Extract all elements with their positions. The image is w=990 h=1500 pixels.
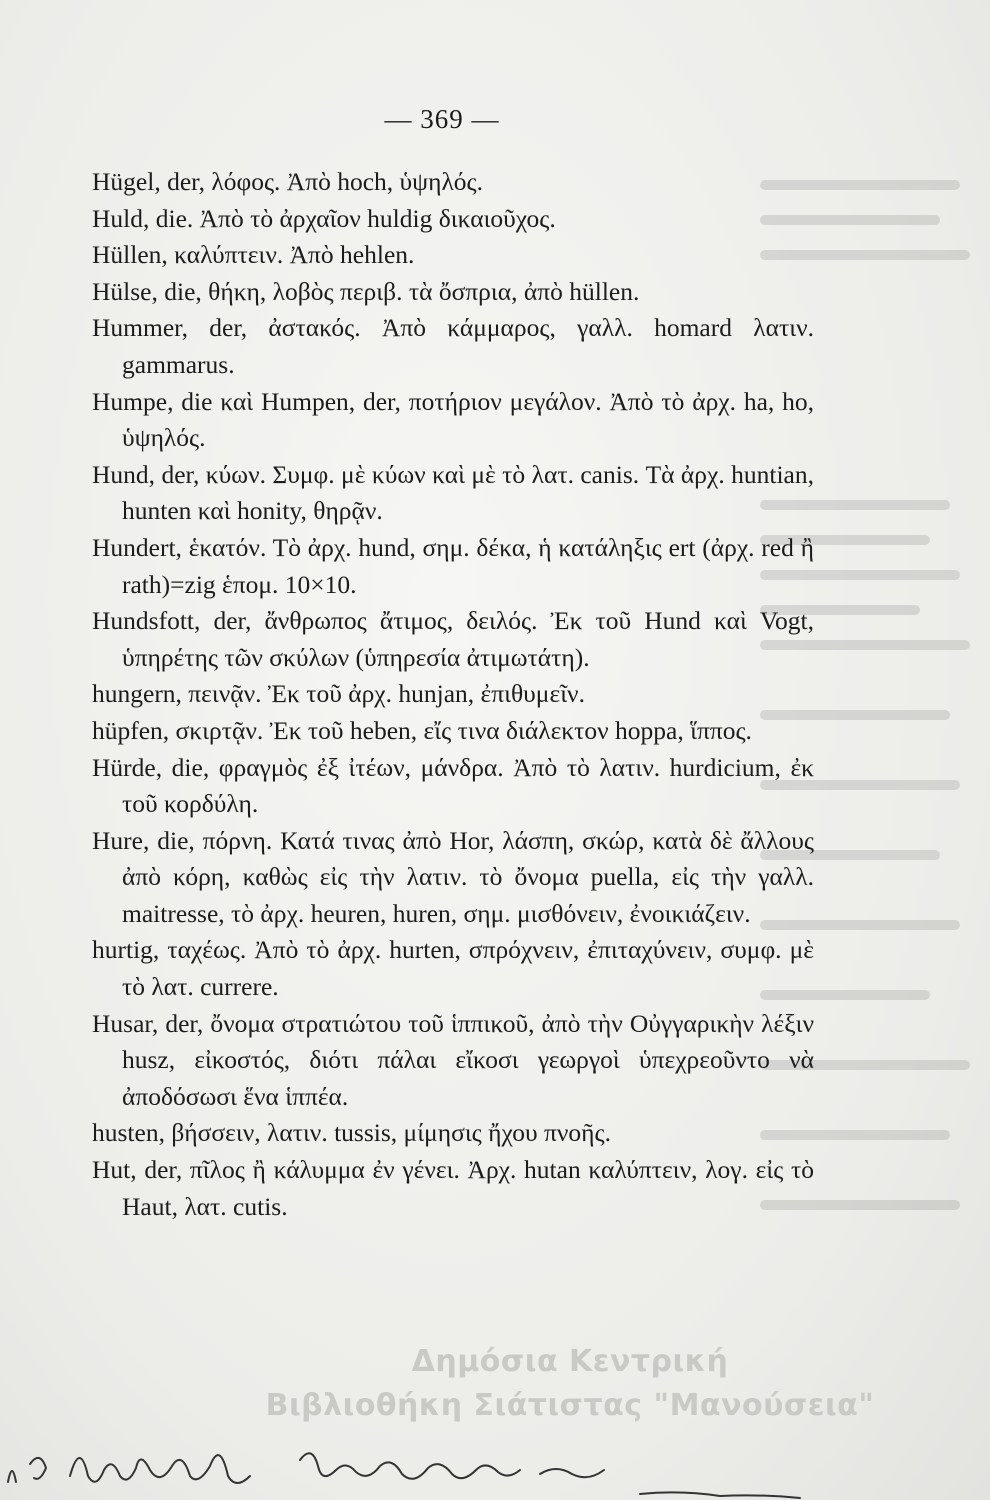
dictionary-entry: Hürde, die, φραγμὸς ἐξ ἰτέων, μάνδρα. Ἀπὸ τὸ λατιν. hurdicium, ἐκ τοῦ κορδύλη. [92, 752, 814, 819]
watermark-line-2: Βιβλιοθήκη Σιάτιστας "Μανούσεια" [265, 1388, 875, 1423]
dictionary-entry: Hure, die, πόρνη. Κατά τινας ἀπὸ Hor, λάσπη, σκώρ, κατὰ δὲ ἄλλους ἀπὸ κόρη, καθὼς εἰς τὴν λατιν. τὸ ὄνομα puella, εἰς τὴν γαλλ. maitresse, τὸ ἀρχ. heuren, huren, σημ. μισθόνειν, ἐνοικιάζειν. [92, 825, 814, 928]
dictionary-entry: Hut, der, πῖλος ἢ κάλυμμα ἐν γένει. Ἀρχ. hutan καλύπτειν, λογ. εἰς τὸ Haut, λατ. cutis. [92, 1155, 814, 1221]
dictionary-entry: husten, βήσσειν, λατιν. tussis, μίμησις ἤχου πνοῆς. [92, 1118, 611, 1148]
dictionary-entry: hurtig, ταχέως. Ἀπὸ τὸ ἀρχ. hurten, σπρόχνειν, ἐπιταχύνειν, συμφ. μὲ τὸ λατ. currere. [92, 935, 814, 1002]
page-number: — 369 — [384, 104, 500, 134]
dictionary-entry: hüpfen, σκιρτᾷν. Ἐκ τοῦ heben, εἴς τινα διάλεκτον hoppa, ἵππος. [92, 715, 752, 745]
dictionary-entry: Hundert, ἑκατόν. Τὸ ἀρχ. hund, σημ. δέκα, ἡ κατάληξις ert (ἀρχ. red ἢ rath)=zig ἑπομ. 10×10. [92, 532, 814, 599]
dictionary-entry: Hund, der, κύων. Συμφ. μὲ κύων καὶ μὲ τὸ λατ. canis. Τὰ ἀρχ. huntian, hunten καὶ honity, θηρᾷν. [92, 459, 814, 526]
dictionary-entry: Hügel, der, λόφος. Ἀπὸ hoch, ὑψηλός. [92, 167, 484, 196]
dictionary-entry: hungern, πεινᾷν. Ἐκ τοῦ ἀρχ. hunjan, ἐπιθυμεῖν. [92, 679, 585, 709]
dictionary-entry: Hüllen, καλύπτειν. Ἀπὸ hehlen. [92, 240, 415, 270]
dictionary-entry: Husar, der, ὄνομα στρατιώτου τοῦ ἱππικοῦ, ἀπὸ τὴν Οὐγγαρικὴν λέξιν husz, εἰκοστός, διότι πάλαι εἴκοσι γεωργοὶ ὑπεχρεοῦντο νὰ ἀποδόσωσι ἕνα ἱππέα. [92, 1008, 814, 1111]
dictionary-entry: Hülse, die, θήκη, λοβὸς περιβ. τὰ ὄσπρια, ἀπὸ hüllen. [92, 276, 640, 306]
library-watermark [170, 1340, 970, 1428]
dictionary-entry: Huld, die. Ἀπὸ τὸ ἀρχαῖον huldig δικαιοῦχος. [92, 203, 556, 233]
handwritten-annotation [0, 1420, 990, 1500]
watermark-line-1: Δημόσια Κεντρική [411, 1344, 729, 1379]
dictionary-entry: Hummer, der, ἀστακός. Ἀπὸ κάμμαρος, γαλλ. homard λατιν. gammarus. [92, 313, 814, 379]
dictionary-entries [92, 164, 814, 1225]
dictionary-entry: Hundsfott, der, ἄνθρωπος ἄτιμος, δειλός. Ἐκ τοῦ Hund καὶ Vogt, ὑπηρέτης τῶν σκύλων (ὑπηρεσία ἀτιμωτάτη). [92, 606, 814, 672]
dictionary-entry: Humpe, die καὶ Humpen, der, ποτήριον μεγάλον. Ἀπὸ τὸ ἀρχ. ha, ho, ὑψηλός. [92, 386, 814, 453]
